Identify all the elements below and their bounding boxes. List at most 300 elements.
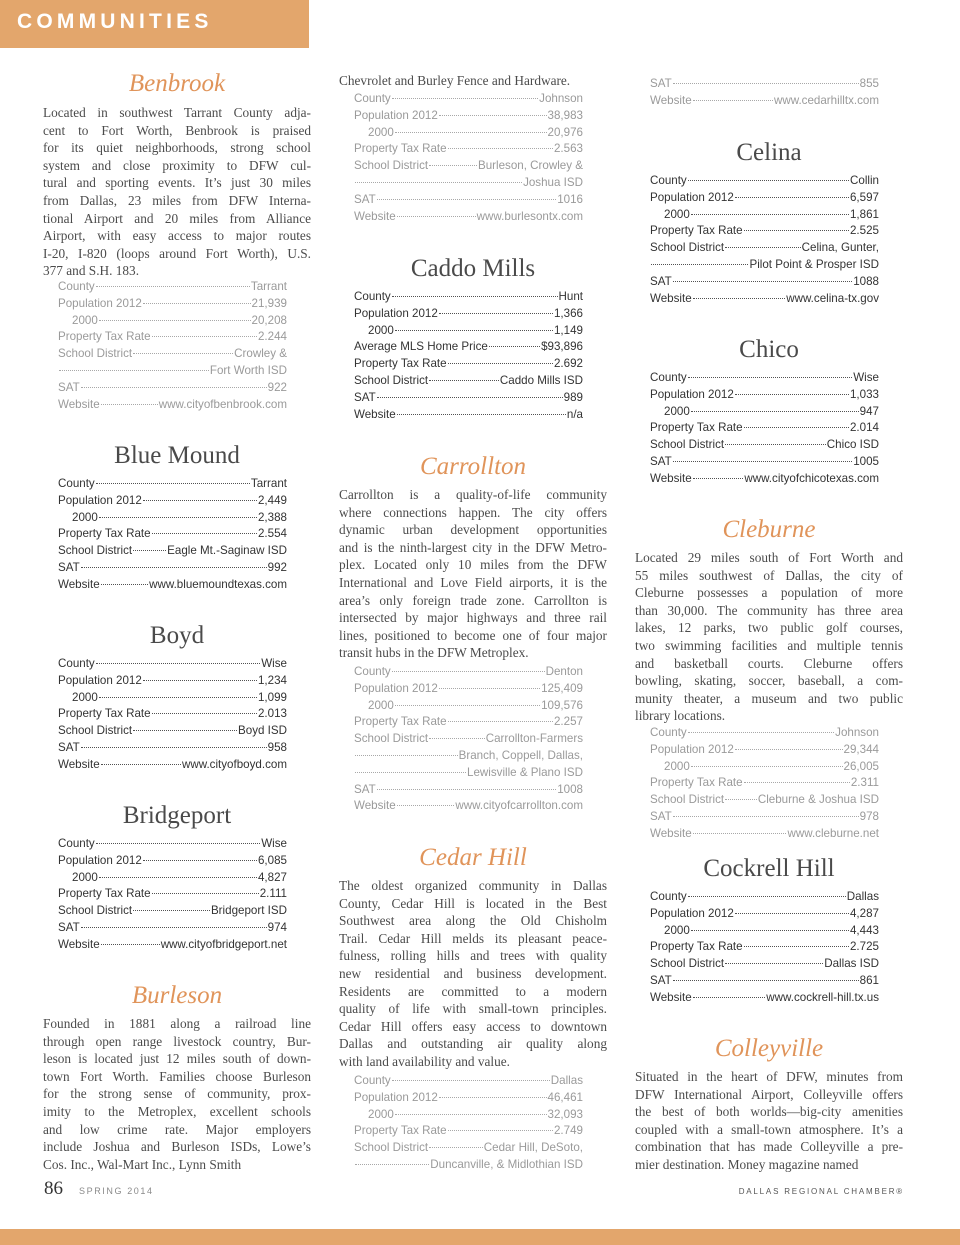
- stat-label: Average MLS Home Price: [354, 340, 488, 354]
- stat-row: [58, 724, 287, 738]
- stat-row: [354, 357, 583, 371]
- dot-leader: [355, 1164, 429, 1165]
- text-line: with land availability and value.: [339, 1053, 510, 1069]
- stat-value: 4,443: [849, 923, 879, 937]
- stat-label: 2000: [72, 690, 98, 704]
- stat-value: Dallas: [846, 890, 879, 903]
- stat-value: www.cityofchicotexas.com: [744, 471, 879, 485]
- stat-value: 958: [267, 741, 287, 754]
- stat-value: 6,597: [849, 190, 879, 204]
- dot-leader: [81, 387, 267, 388]
- text-line: through open range livestock country, Bur-: [43, 1033, 311, 1049]
- dot-leader: [673, 461, 853, 462]
- stat-label: Property Tax Rate: [354, 715, 447, 729]
- community-title-chico: Chico: [739, 336, 799, 363]
- description-cleburne: [635, 549, 903, 725]
- community-title-cedar-hill: Cedar Hill: [419, 844, 527, 871]
- stat-row: [354, 1124, 583, 1138]
- community-title-cockrell-hill: Cockrell Hill: [703, 855, 835, 882]
- stat-label: 2000: [72, 313, 98, 327]
- stat-row: [58, 364, 287, 378]
- community-title-boyd: Boyd: [149, 622, 205, 649]
- dot-leader: [429, 380, 499, 381]
- stat-row: [58, 921, 287, 935]
- stat-label: Population 2012: [354, 306, 438, 320]
- stat-label: Population 2012: [650, 742, 734, 756]
- stat-label: SAT: [58, 380, 80, 394]
- stat-row: [650, 224, 879, 238]
- stat-row: [354, 682, 583, 696]
- dot-leader: [81, 567, 267, 568]
- text-line: the best of both worlds—big-city amenities: [635, 1104, 903, 1120]
- stat-value: 2.525: [849, 224, 879, 238]
- stat-label: County: [58, 280, 95, 293]
- text-line: include Joshua and Burleson ISDs, Lowe’s: [43, 1139, 311, 1155]
- stat-row: [58, 887, 287, 901]
- stat-label: County: [650, 174, 687, 187]
- text-line: new residential and business development.: [339, 965, 607, 981]
- stat-row: [650, 455, 879, 469]
- dot-leader: [725, 247, 801, 248]
- stat-value: 2.014: [849, 421, 879, 435]
- dot-leader: [133, 353, 233, 354]
- stat-row: [58, 398, 287, 412]
- stat-row: [58, 741, 287, 755]
- text-line: tural and sporting events. It’s just 30 miles: [43, 175, 311, 191]
- stat-value: n/a: [566, 407, 583, 421]
- dot-leader: [439, 1097, 547, 1098]
- stat-label: School District: [58, 904, 133, 918]
- stat-label: County: [354, 92, 391, 105]
- text-line: and basketball courts. Cleburne offers: [635, 655, 903, 671]
- stat-label: County: [354, 1074, 391, 1087]
- dot-leader: [489, 346, 540, 347]
- stat-label: 2000: [664, 923, 690, 937]
- stat-row: [354, 126, 583, 140]
- stat-row: [650, 940, 879, 954]
- dot-leader: [448, 721, 553, 722]
- dot-leader: [395, 705, 540, 706]
- stat-value: 2,388: [257, 510, 287, 524]
- stat-value: 922: [267, 380, 287, 394]
- stat-row: [58, 297, 287, 311]
- description-carrollton: [339, 486, 607, 662]
- text-line: Cleburne possesses a population of more: [635, 585, 903, 601]
- community-title-benbrook: Benbrook: [128, 70, 226, 97]
- stat-row: [354, 1108, 583, 1122]
- stat-value: www.cedarhilltx.com: [773, 93, 879, 107]
- text-line: two swimming facilities and multiple tennis: [635, 637, 903, 653]
- stat-row: [58, 657, 287, 671]
- dot-leader: [395, 1114, 547, 1115]
- stat-value: Joshua ISD: [523, 176, 583, 189]
- dot-leader: [101, 764, 181, 765]
- stat-value: 109,576: [541, 698, 583, 712]
- stat-row: [354, 783, 583, 797]
- dot-leader: [673, 281, 853, 282]
- dot-leader: [673, 816, 859, 817]
- text-line: Situated in the heart of DFW, minutes from: [635, 1069, 903, 1084]
- stat-value: Lewisville & Plano ISD: [467, 765, 583, 779]
- text-line: leson is located just 12 miles south of down-: [43, 1051, 311, 1067]
- dot-leader: [673, 83, 859, 84]
- dot-leader: [99, 320, 251, 321]
- stat-row: [354, 159, 583, 173]
- stat-value: www.cleburne.net: [787, 826, 879, 840]
- dot-leader: [377, 789, 557, 790]
- stat-label: School District: [650, 241, 725, 255]
- stat-row: [58, 674, 287, 688]
- stat-value: 29,344: [843, 742, 879, 756]
- dot-leader: [377, 397, 563, 398]
- stat-label: Website: [354, 799, 396, 813]
- text-line: Founded in 1881 along a railroad line: [43, 1016, 311, 1031]
- dot-leader: [673, 980, 859, 981]
- stat-row: [354, 176, 583, 190]
- community-title-caddo-mills: Caddo Mills: [410, 255, 536, 282]
- stat-label: SAT: [58, 561, 80, 574]
- text-line: combination that has made Colleyville a pre-: [635, 1139, 903, 1155]
- stat-value: 2.749: [553, 1124, 583, 1138]
- stat-value: 2.257: [553, 715, 583, 729]
- stat-label: Website: [58, 937, 100, 951]
- text-line: coupled with a small-town atmosphere. It’s a: [635, 1121, 903, 1137]
- text-line: than 30,000. The community has three area: [635, 602, 903, 618]
- dot-leader: [392, 98, 538, 99]
- dot-leader: [152, 713, 257, 714]
- stat-value: 26,005: [843, 759, 879, 773]
- stat-value: 21,939: [251, 296, 287, 310]
- dot-leader: [693, 833, 787, 834]
- stat-row: [650, 991, 879, 1005]
- text-line: system and close proximity to DFW cul-: [43, 157, 311, 173]
- stat-label: Population 2012: [650, 387, 734, 401]
- dot-leader: [59, 370, 209, 371]
- stat-value: Pilot Point & Prosper ISD: [749, 258, 879, 271]
- dot-leader: [101, 404, 158, 405]
- stat-value: Collin: [850, 174, 879, 187]
- stat-row: [58, 347, 287, 361]
- text-line: plex. Located only 10 miles from the DFW: [339, 557, 607, 573]
- stat-row: [650, 472, 879, 486]
- stat-row: [650, 208, 879, 222]
- stat-value: Bridgeport ISD: [210, 904, 287, 918]
- dot-leader: [96, 663, 261, 664]
- stat-label: SAT: [58, 921, 80, 934]
- dot-leader: [744, 782, 850, 783]
- dot-leader: [691, 766, 843, 767]
- text-line: lines, positioned to become one of four major: [339, 627, 607, 643]
- dot-leader: [693, 997, 766, 998]
- stat-row: [650, 371, 879, 385]
- community-title-burleson: Burleson: [131, 982, 223, 1009]
- stat-row: [354, 109, 583, 123]
- text-line: from Dallas, 23 miles from DFW Interna-: [43, 192, 311, 208]
- text-line: International and Love Field airports, it is the: [339, 574, 607, 590]
- text-line: mier destination. Money magazine named: [635, 1156, 859, 1172]
- text-line: DFW International Airport, Colleyville offers: [635, 1086, 903, 1102]
- text-line: Southwest area along the Old Chisholm: [339, 913, 607, 929]
- stat-label: SAT: [650, 974, 672, 987]
- text-line: Cos. Inc., Wal-Mart Inc., Lynn Smith: [43, 1156, 242, 1172]
- stat-label: County: [58, 837, 95, 850]
- stat-value: 32,093: [547, 1107, 583, 1121]
- stat-value: 1,033: [849, 387, 879, 401]
- dot-leader: [744, 427, 849, 428]
- stat-row: [354, 307, 583, 321]
- text-line: quality of life with small-town principles.: [339, 1001, 607, 1017]
- stat-value: 2.554: [257, 527, 287, 541]
- stat-value: 2.311: [850, 776, 879, 790]
- stat-value: Crowley &: [234, 347, 287, 361]
- stat-value: Cleburne & Joshua ISD: [757, 793, 879, 807]
- stat-row: [354, 290, 583, 304]
- dot-leader: [693, 298, 786, 299]
- stat-label: Website: [650, 291, 692, 305]
- stat-label: SAT: [354, 782, 376, 796]
- dot-leader: [101, 584, 148, 585]
- stat-value: 2.692: [553, 357, 583, 371]
- stat-label: Property Tax Rate: [58, 527, 151, 541]
- stat-label: Website: [354, 407, 396, 421]
- stat-row: [58, 280, 287, 294]
- stat-label: Property Tax Rate: [58, 707, 151, 721]
- text-line: The oldest organized community in Dallas: [339, 878, 607, 893]
- stat-row: [354, 1091, 583, 1105]
- stat-label: SAT: [354, 192, 376, 206]
- stat-row: [650, 924, 879, 938]
- stat-row: [58, 691, 287, 705]
- stat-label: Website: [650, 826, 692, 840]
- issue-season: SPRING 2014: [79, 1186, 154, 1196]
- dot-leader: [96, 483, 250, 484]
- stat-row: [58, 330, 287, 344]
- stat-row: [650, 776, 879, 790]
- stat-value: 38,983: [547, 108, 583, 122]
- dot-leader: [143, 500, 257, 501]
- dot-leader: [691, 411, 859, 412]
- stat-label: Website: [650, 93, 692, 107]
- stat-value: www.cityofcarrollton.com: [455, 799, 583, 813]
- stat-value: 1016: [557, 192, 583, 206]
- stat-value: 2.725: [849, 940, 879, 954]
- stat-row: [58, 904, 287, 918]
- dot-leader: [152, 893, 259, 894]
- stat-value: 2,449: [257, 493, 287, 507]
- stat-value: Hunt: [558, 290, 583, 303]
- dot-leader: [651, 264, 748, 265]
- stat-row: [650, 94, 879, 108]
- dot-leader: [101, 944, 160, 945]
- stat-row: [650, 974, 879, 988]
- dot-leader: [688, 896, 846, 897]
- stat-value: Wise: [261, 657, 287, 670]
- stat-label: 2000: [368, 698, 394, 712]
- dot-leader: [96, 286, 250, 287]
- stat-label: SAT: [650, 810, 672, 823]
- description-burleson: [43, 1015, 311, 1173]
- community-title-blue-mound: Blue Mound: [114, 442, 240, 469]
- stat-row: [58, 511, 287, 525]
- stat-row: [58, 578, 287, 592]
- stat-row: [58, 527, 287, 541]
- stat-label: Website: [354, 209, 396, 223]
- dot-leader: [397, 216, 476, 217]
- stat-label: 2000: [368, 323, 394, 337]
- stat-value: Tarrant: [250, 280, 287, 293]
- dot-leader: [395, 132, 547, 133]
- stat-label: 2000: [72, 870, 98, 884]
- stat-row: [650, 388, 879, 402]
- stat-row: [650, 77, 879, 91]
- stat-value: www.burlesontx.com: [476, 209, 583, 223]
- stat-label: Website: [650, 990, 692, 1004]
- stat-label: School District: [650, 793, 725, 807]
- dot-leader: [735, 394, 849, 395]
- stat-row: [354, 699, 583, 713]
- stat-label: Population 2012: [650, 190, 734, 204]
- text-line: town Fort Worth. Families choose Burleson: [43, 1068, 311, 1084]
- section-title: COMMUNITIES: [17, 10, 213, 33]
- dot-leader: [96, 843, 261, 844]
- stat-label: Property Tax Rate: [650, 421, 743, 435]
- stat-value: 2.244: [257, 330, 287, 344]
- stat-label: County: [650, 726, 687, 739]
- stat-label: School District: [354, 1141, 429, 1155]
- stat-row: [354, 715, 583, 729]
- text-line: cent to Fort Worth, Benbrook is praised: [43, 122, 311, 138]
- dot-leader: [448, 1130, 553, 1131]
- stat-label: 2000: [368, 1107, 394, 1121]
- text-line: County, Cedar Hill is located in the Best: [339, 895, 607, 911]
- dot-leader: [429, 1147, 483, 1148]
- stat-label: Property Tax Rate: [354, 1124, 447, 1138]
- stat-row: [354, 1158, 583, 1172]
- stat-row: [354, 142, 583, 156]
- dot-leader: [355, 772, 466, 773]
- dot-leader: [355, 755, 458, 756]
- stat-row: [354, 193, 583, 207]
- stat-label: School District: [650, 957, 725, 971]
- stat-value: Dallas: [550, 1074, 583, 1087]
- description-benbrook: [43, 104, 311, 280]
- stat-row: [650, 743, 879, 757]
- stat-label: Population 2012: [354, 681, 438, 695]
- stat-value: 1,234: [257, 673, 287, 687]
- stat-row: [354, 340, 583, 354]
- stat-label: County: [650, 371, 687, 384]
- stat-label: School District: [354, 732, 429, 746]
- stat-row: [58, 854, 287, 868]
- stat-label: SAT: [58, 741, 80, 754]
- dot-leader: [691, 214, 849, 215]
- stat-row: [58, 477, 287, 491]
- stat-value: Dallas ISD: [824, 957, 879, 971]
- stat-value: 1008: [557, 782, 583, 796]
- community-title-cleburne: Cleburne: [722, 516, 816, 543]
- stat-value: Tarrant: [250, 477, 287, 490]
- stat-row: [650, 890, 879, 904]
- stat-value: www.cityofbenbrook.com: [158, 397, 287, 411]
- stat-row: [650, 292, 879, 306]
- stat-value: 4,827: [257, 870, 287, 884]
- stat-value: 1,861: [849, 207, 879, 221]
- stat-label: Property Tax Rate: [58, 330, 151, 344]
- text-line: and low crime rate. Major employers: [43, 1121, 311, 1137]
- stat-row: [650, 907, 879, 921]
- stat-label: School District: [58, 347, 133, 361]
- stat-row: [354, 749, 583, 763]
- text-line: fulness, rolling hills and trees with quality: [339, 948, 607, 964]
- stat-value: Johnson: [539, 92, 583, 105]
- dot-leader: [143, 680, 257, 681]
- text-line: Dallas and outstanding air quality along: [339, 1036, 607, 1052]
- stat-label: Property Tax Rate: [354, 142, 447, 156]
- stat-label: SAT: [650, 274, 672, 288]
- text-line: imity to the Metroplex, excellent schools: [43, 1103, 311, 1119]
- stat-value: 1005: [853, 455, 879, 468]
- stat-label: SAT: [354, 390, 376, 404]
- stat-label: Population 2012: [58, 853, 142, 867]
- dot-leader: [133, 550, 166, 551]
- stat-label: Population 2012: [58, 493, 142, 507]
- stat-value: 1,149: [553, 323, 583, 337]
- dot-leader: [395, 330, 553, 331]
- stat-row: [58, 837, 287, 851]
- stat-value: 974: [267, 921, 287, 934]
- text-line: transit hubs in the DFW Metroplex.: [339, 645, 529, 661]
- stat-value: www.cityofboyd.com: [181, 757, 287, 771]
- stat-value: Wise: [853, 371, 879, 384]
- stat-row: [354, 766, 583, 780]
- stat-row: [354, 1141, 583, 1155]
- stat-label: Population 2012: [58, 673, 142, 687]
- text-line: tional Airport and 20 miles from Alliance: [43, 210, 311, 226]
- text-line: Residents are committed to a modern: [339, 983, 607, 999]
- stat-value: 125,409: [541, 681, 583, 695]
- dot-leader: [355, 182, 522, 183]
- stat-label: Property Tax Rate: [354, 357, 447, 371]
- dot-leader: [397, 414, 566, 415]
- stat-label: Property Tax Rate: [650, 776, 743, 790]
- dot-leader: [725, 963, 823, 964]
- dot-leader: [735, 749, 843, 750]
- stat-label: Website: [58, 397, 100, 411]
- text-line: intersected by major highways and three rail: [339, 610, 607, 626]
- stat-value: 2.563: [553, 142, 583, 156]
- stat-label: County: [58, 657, 95, 670]
- text-line: where connections happen. The city offers: [339, 504, 607, 520]
- text-line: area’s only foreign trade zone. Carrollton is: [339, 592, 607, 608]
- stat-row: [58, 314, 287, 328]
- dot-leader: [691, 930, 849, 931]
- stat-value: Wise: [261, 837, 287, 850]
- text-line: Trail. Cedar Hill melds its pleasant peace-: [339, 930, 607, 946]
- text-line: munity theater, a museum and two public: [635, 690, 903, 706]
- stat-value: Celina, Gunter,: [801, 241, 879, 255]
- footer-band: [0, 1229, 960, 1245]
- text-line: Airport, with easy access to major routes: [43, 228, 311, 244]
- stat-row: [650, 405, 879, 419]
- stat-value: $93,896: [541, 340, 583, 354]
- stat-label: Property Tax Rate: [650, 224, 743, 238]
- dot-leader: [688, 180, 849, 181]
- stat-row: [650, 275, 879, 289]
- stat-label: Population 2012: [354, 1090, 438, 1104]
- text-line: lakes, 12 parks, two public golf courses,: [635, 620, 903, 636]
- stat-row: [650, 438, 879, 452]
- stat-value: 978: [859, 810, 879, 823]
